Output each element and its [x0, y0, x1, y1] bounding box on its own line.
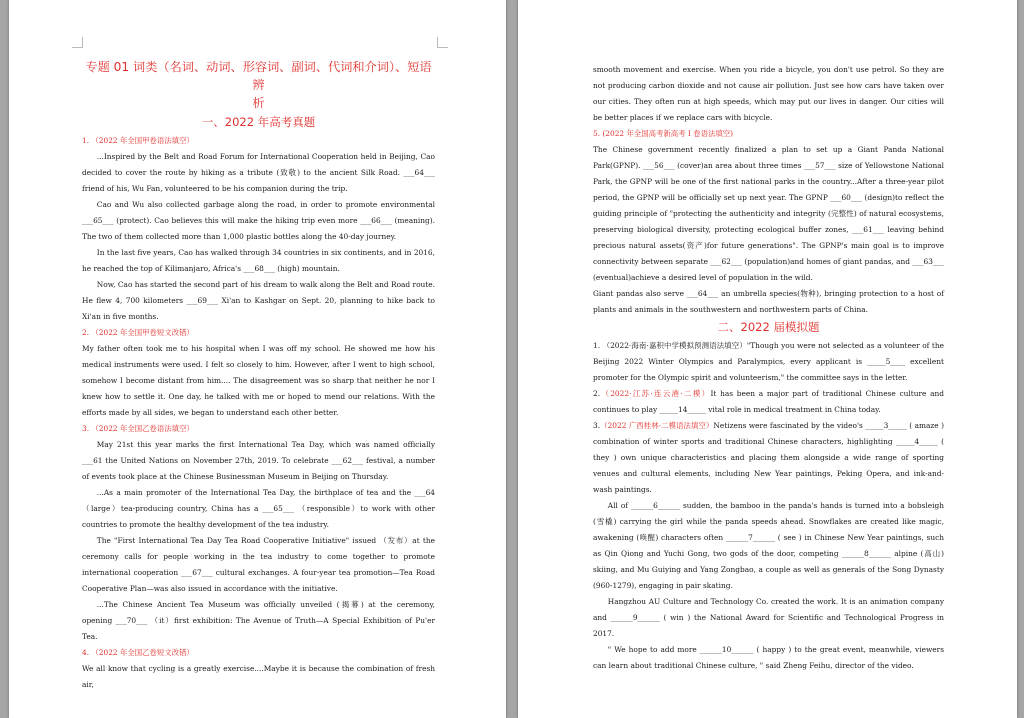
paragraph: My father often took me to his hospital when I was off my school. He showed me how his medical instruments were used. I felt so closely to him. However, after I went to high school, somehow I become distant from him.... The disagreement was so sharp that neither he nor I knew how to settle it. One day, he talked with me or hoped to mend our relations. With the efforts made by all sides, we began to understand each other better.: [82, 344, 435, 417]
paragraph: The "First International Tea Day Tea Road Cooperative Initiative" issued （发布）at the ceremony calls for people working in the tea industry to come together to promote international cooperation ___67___ cultural exchanges. A four-year tea promotion—Tea Road Cooperative Plan—was also issued in accordance with the initiative.: [82, 536, 435, 593]
paragraph: All of ______6______ sudden, the bamboo in the panda's hands is turned into a bobsleigh (雪橇) carrying the girl while the panda speeds ahead. Snowflakes are created like magic, awakening (唤醒) characters often ______7______ ( see ) in Chinese New Year paintings, such as Qin Qiong and Yuchi Gong, two gods of the door, competing ______8______ alpine (高山) skiing, and Mu Guiying and Yang Zongbao, a couple as well as generals of the Song Dynasty (960-1279), engaging in pair skating.: [593, 501, 944, 590]
paragraph: " We hope to add more ______10______ ( happy ) to the great event, meanwhile, viewers can learn about traditional Chinese culture, " said Zheng Feihu, director of the video.: [593, 645, 944, 670]
paragraph: smooth movement and exercise. When you ride a bicycle, you don't use petrol. So they are not producing carbon dioxide and not cause air pollution. Just see how cars have taken over our cities. They often run at high speeds, which may put our lives in danger. Our cities will be better places if we replace cars with bicycle.: [593, 65, 944, 122]
document-page-right: [518, 0, 1017, 718]
question-label: 1. （2022 年全国甲卷语法填空）: [82, 136, 194, 145]
page-content: [593, 62, 944, 674]
question-label: 5. (2022 年全国高考新高考 I 卷语法填空): [593, 129, 734, 138]
paragraph: In the last five years, Cao has walked through 34 countries in six continents, and in 2016, he reached the top of Kilimanjaro, Africa's ___68___ (high) mountain.: [82, 248, 435, 273]
page-content: [82, 58, 435, 693]
paragraph: ...Inspired by the Belt and Road Forum for International Cooperation held in Beijing, Cao decided to cover the route by hiking as a tribute (致敬) to the ancient Silk Road. ___64___ friend of his, Wu Fan, volunteered to be his companion during the trip.: [82, 152, 435, 193]
paragraph: [593, 386, 944, 418]
section-heading: 二、2022 届模拟题: [717, 320, 820, 334]
page-corner-mark: [437, 37, 448, 48]
paragraph: ...The Chinese Ancient Tea Museum was officially unveiled (揭幕) at the ceremony, opening ___70___ （it）first exhibition: The Avenue of Truth—A Special Exhibition of Pu'er Tea.: [82, 600, 435, 641]
item-text: It has been a major part of traditional Chinese culture and continues to play _____14_____ vital role in medical treatment in China today.: [593, 389, 944, 414]
item-source: （2022 广西桂林·二模语法填空）: [600, 421, 714, 430]
paragraph: Hangzhou AU Culture and Technology Co. created the work. It is an animation company and ______9______ ( win ) the National Award for Scientific and Technological Progress in 2017.: [593, 597, 944, 638]
paragraph: Now, Cao has started the second part of his dream to walk along the Belt and Road route. He flew 4, 700 kilometers ___69___ Xi'an to Kashgar on Sept. 20, planning to hike back to Xi'an in five months.: [82, 280, 435, 321]
question-label: 2. （2022 年全国甲卷短文改错）: [82, 328, 194, 337]
item-text: Netizens were fascinated by the video's _____3_____ ( amaze ) combination of winter sports and traditional Chinese characters, highlighting _____4_____ ( they ) own unique characteristics and placing them alongside a wide range of sporting venues and cultural elements, including New Year paintings, Peking Opera, and ink-and-wash paintings.: [593, 421, 944, 494]
item-text: （2022·海南·嘉积中学模拟预测语法填空）"Though you were not selected as a volunteer of the Beijing 2022 Winter Olympics and Paralympics, every applicant is _____5____ excellent promoter for the Olympic spirit and volunteerism," the committee says in the letter.: [593, 341, 944, 382]
section-heading: 一、2022 年高考真题: [201, 115, 316, 129]
item-source: （2022·江苏·连云港·二模）: [600, 389, 711, 398]
item-number: 2.: [593, 389, 601, 398]
page-corner-mark: [72, 37, 83, 48]
item-number: 1.: [593, 341, 601, 350]
question-label: 4. （2022 年全国乙卷短文改错）: [82, 648, 194, 657]
item-number: 3.: [593, 421, 601, 430]
paragraph: Giant pandas also serve ___64___ an umbrella species(物种), bringing protection to a host of plants and animals in the southwestern and northwestern parts of China.: [593, 289, 944, 314]
document-page-left: [9, 0, 506, 718]
question-label: 3. （2022 年全国乙卷语法填空）: [82, 424, 194, 433]
paragraph: May 21st this year marks the first International Tea Day, which was named officially ___61 the United Nations on November 27th, 2019. To celebrate ___62___ festival, a number of events took place at the Chinese Businessman Museum in Beijing on Thursday.: [82, 440, 435, 481]
paragraph: Cao and Wu also collected garbage along the road, in order to promote environmental ___65___ (protect). Cao believes this will make the hiking trip even more ___66___ (meaning). The two of them collected more than 1,000 plastic bottles along the 40-day journey.: [82, 200, 435, 241]
paragraph: ...As a main promoter of the International Tea Day, the birthplace of tea and the ___64 （large）tea-producing country, China has a ___65___ （responsible）to work with other countries to promote the healthy development of the tea industry.: [82, 488, 435, 529]
paragraph: [593, 338, 944, 386]
paragraph: [593, 418, 944, 498]
paragraph: The Chinese government recently finalized a plan to set up a Giant Panda National Park(GPNP). ___56___ (cover)an area about three times ___57___ size of Yellowstone National Park, the GPNP will be one of the first national parks in the country...After a three-year pilot period, the GPNP will be officially set up next year. The GPNP ___60___ (design)to reflect the guiding principle of "protecting the authenticity and integrity (完整性) of natural ecosystems, preserving biological diversity, protecting ecological buffer zones, ___61___ leaving behind precious natural assets(资产)for future generations". The GPNP's main goal is to improve connectivity between separate ___62___ (population)and homes of giant pandas, and ___63___ (eventual)achieve a desired level of population in the wild.: [593, 145, 944, 282]
paragraph: We all know that cycling is a greatly exercise....Maybe it is because the combination of fresh air,: [82, 664, 435, 689]
document-title: 专题 01 词类（名词、动词、形容词、副词、代词和介词）、短语辨 析: [85, 60, 432, 110]
